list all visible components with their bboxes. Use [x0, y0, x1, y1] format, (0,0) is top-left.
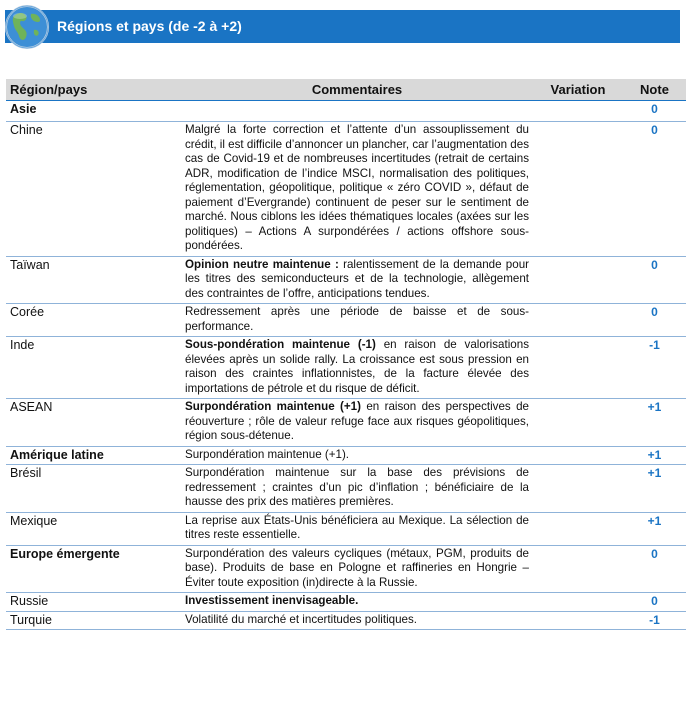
note-cell: 0: [623, 101, 686, 122]
region-cell: Taïwan: [6, 256, 181, 304]
table-row: [6, 465, 686, 513]
variation-cell: [533, 593, 623, 612]
table-row: [6, 101, 686, 122]
note-cell: +1: [623, 465, 686, 513]
header-region: Région/pays: [6, 79, 181, 101]
comment-cell: Sous-pondération maintenue (-1) en raison de valorisations élevées après un solide rally. La croissance est sous pression en raison des craintes inflationnistes, de la facture élevée des importations de pétrole et du risque de déficit.: [181, 337, 533, 399]
variation-cell: [533, 545, 623, 593]
comment-cell: Surpondération maintenue (+1) en raison des perspectives de réouverture ; rôle de valeur refuge face aux risques géopolitiques, région sous-détenue.: [181, 399, 533, 447]
note-cell: 0: [623, 304, 686, 337]
table-row: [6, 545, 686, 593]
comment-cell: Malgré la forte correction et l’attente d’un assouplissement du crédit, il est difficile d’annoncer un plancher, car l’augmentation des cas de Covid-19 et de nombreuses incertitudes (retrait de certains ADR, modification de l’indice MSCI, normalisation des politiques, réglementation, géopolitique, politique « zéro COVID », défaut de paiement d’Evergrande) continuent de peser sur le sentiment de marché. Nous ciblons les idées thématiques locales (axées sur les politiques) – Actions A surpondérées / actions offshore sous-pondérées.: [181, 122, 533, 257]
comment-cell: Surpondération maintenue (+1).: [181, 446, 533, 465]
comment-cell: La reprise aux États-Unis bénéficiera au Mexique. La sélection de titres reste essentielle.: [181, 512, 533, 545]
variation-cell: [533, 611, 623, 630]
region-cell: Europe émergente: [6, 545, 181, 593]
region-cell: Amérique latine: [6, 446, 181, 465]
globe-icon: [4, 4, 50, 50]
region-cell: Mexique: [6, 512, 181, 545]
table-row: [6, 256, 686, 304]
region-cell: Corée: [6, 304, 181, 337]
table-row: [6, 593, 686, 612]
note-cell: 0: [623, 256, 686, 304]
comment-cell: Opinion neutre maintenue : ralentissement de la demande pour les titres des semiconducteurs et de la technologie, allègement des contraintes de l’offre, anticipations tendues.: [181, 256, 533, 304]
variation-cell: [533, 122, 623, 257]
comment-cell: [181, 101, 533, 122]
region-cell: ASEAN: [6, 399, 181, 447]
region-cell: Turquie: [6, 611, 181, 630]
table-row: [6, 512, 686, 545]
variation-cell: [533, 256, 623, 304]
variation-cell: [533, 512, 623, 545]
comment-cell: Volatilité du marché et incertitudes politiques.: [181, 611, 533, 630]
table-row: [6, 122, 686, 257]
regions-table: [6, 79, 686, 630]
region-cell: Russie: [6, 593, 181, 612]
header-variation: Variation: [533, 79, 623, 101]
table-row: [6, 611, 686, 630]
table-row: [6, 399, 686, 447]
variation-cell: [533, 304, 623, 337]
note-cell: -1: [623, 337, 686, 399]
variation-cell: [533, 465, 623, 513]
header-note: Note: [623, 79, 686, 101]
table-row: [6, 304, 686, 337]
comment-cell: Surpondération maintenue sur la base des prévisions de redressement ; craintes d’un pic d’inflation ; bénéficiaire de la hausse des prix des matières premières.: [181, 465, 533, 513]
variation-cell: [533, 399, 623, 447]
note-cell: 0: [623, 545, 686, 593]
note-cell: 0: [623, 593, 686, 612]
note-cell: +1: [623, 512, 686, 545]
note-cell: 0: [623, 122, 686, 257]
region-cell: Brésil: [6, 465, 181, 513]
region-cell: Inde: [6, 337, 181, 399]
table-row: [6, 337, 686, 399]
section-title: Régions et pays (de -2 à +2): [57, 18, 242, 34]
comment-cell: Investissement inenvisageable.: [181, 593, 533, 612]
variation-cell: [533, 337, 623, 399]
section-banner: [5, 10, 680, 43]
region-cell: Chine: [6, 122, 181, 257]
note-cell: +1: [623, 399, 686, 447]
comment-cell: Surpondération des valeurs cycliques (métaux, PGM, produits de base). Produits de base en Pologne et raffineries en Hongrie – Éviter toute exposition (in)directe à la Russie.: [181, 545, 533, 593]
table-header-row: [6, 79, 686, 101]
variation-cell: [533, 101, 623, 122]
note-cell: +1: [623, 446, 686, 465]
region-cell: Asie: [6, 101, 181, 122]
header-comments: Commentaires: [181, 79, 533, 101]
comment-cell: Redressement après une période de baisse et de sous-performance.: [181, 304, 533, 337]
variation-cell: [533, 446, 623, 465]
table-row: [6, 446, 686, 465]
note-cell: -1: [623, 611, 686, 630]
